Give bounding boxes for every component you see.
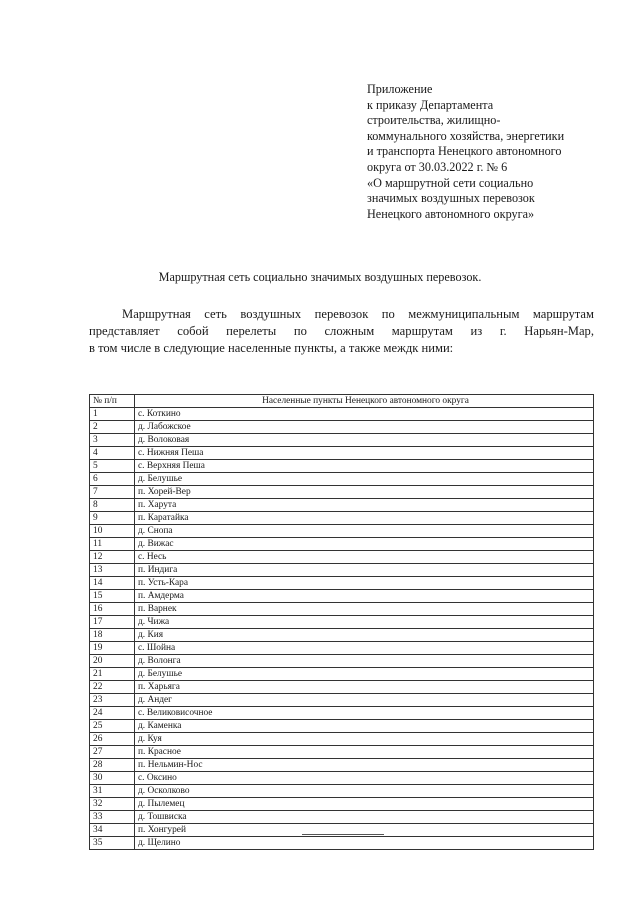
table-row [90,499,594,512]
table-row [90,785,594,798]
appendix-line: округа от 30.03.2022 г. № 6 [367,159,508,174]
table-row [90,694,594,707]
row-number: 21 [90,668,135,681]
appendix-line: Ненецкого автономного округа» [367,206,535,221]
row-number: 2 [90,421,135,434]
table-row [90,538,594,551]
table-row [90,512,594,525]
table-row [90,759,594,772]
header-number: № п/п [90,395,135,408]
footer-divider [302,834,384,835]
row-place: д. Куя [135,733,594,746]
row-place: д. Снопа [135,525,594,538]
table-row [90,421,594,434]
row-place: д. Тошвиска [135,811,594,824]
places-table [89,394,594,850]
table-row [90,551,594,564]
table-row [90,746,594,759]
row-place: с. Оксино [135,772,594,785]
row-number: 6 [90,473,135,486]
table-row [90,811,594,824]
row-number: 7 [90,486,135,499]
row-place: п. Каратайка [135,512,594,525]
intro-line-3: в том числе в следующие населенные пункты, а также междк ними: [89,341,454,355]
row-number: 9 [90,512,135,525]
table-row [90,642,594,655]
row-place: п. Амдерма [135,590,594,603]
row-number: 35 [90,837,135,850]
row-place: п. Варнек [135,603,594,616]
row-place: с. Верхняя Пеша [135,460,594,473]
row-number: 12 [90,551,135,564]
table-row [90,655,594,668]
row-number: 1 [90,408,135,421]
table-row [90,837,594,850]
row-number: 24 [90,707,135,720]
appendix-line: и транспорта Ненецкого автономного [367,144,562,159]
row-place: д. Белушье [135,473,594,486]
table-row [90,447,594,460]
row-place: д. Пылемец [135,798,594,811]
row-number: 15 [90,590,135,603]
row-place: д. Щелино [135,837,594,850]
row-place: д. Чижа [135,616,594,629]
intro-paragraph [89,306,594,357]
table-row [90,577,594,590]
row-number: 8 [90,499,135,512]
table-header-row [90,395,594,408]
table-row [90,798,594,811]
table-row [90,629,594,642]
row-number: 5 [90,460,135,473]
row-number: 28 [90,759,135,772]
row-number: 22 [90,681,135,694]
table-row [90,473,594,486]
row-number: 20 [90,655,135,668]
appendix-line: значимых воздушных перевозок [367,191,535,206]
table-row [90,668,594,681]
table-row [90,603,594,616]
table-row [90,434,594,447]
row-number: 27 [90,746,135,759]
row-place: с. Шойна [135,642,594,655]
row-place: п. Красное [135,746,594,759]
row-number: 10 [90,525,135,538]
row-number: 33 [90,811,135,824]
row-number: 13 [90,564,135,577]
row-number: 19 [90,642,135,655]
document-title: Маршрутная сеть социально значимых воздушных перевозок. [158,270,482,284]
row-number: 25 [90,720,135,733]
row-place: д. Осколково [135,785,594,798]
table-row [90,525,594,538]
appendix-line: к приказу Департамента [367,97,494,112]
row-number: 14 [90,577,135,590]
table-row [90,564,594,577]
appendix-line: Приложение [367,82,433,96]
table-row [90,772,594,785]
row-number: 17 [90,616,135,629]
row-number: 26 [90,733,135,746]
row-place: п. Харьяга [135,681,594,694]
table-row [90,733,594,746]
row-place: п. Хорей-Вер [135,486,594,499]
row-place: п. Харута [135,499,594,512]
row-place: д. Андег [135,694,594,707]
row-number: 18 [90,629,135,642]
appendix-line: «О маршрутной сети социально [367,175,534,190]
row-number: 16 [90,603,135,616]
table-row [90,720,594,733]
row-place: д. Белушье [135,668,594,681]
table-row [90,707,594,720]
row-place: д. Лабожское [135,421,594,434]
row-number: 34 [90,824,135,837]
row-place: д. Вижас [135,538,594,551]
row-number: 32 [90,798,135,811]
table-row [90,460,594,473]
row-place: с. Великовисочное [135,707,594,720]
table-row [90,408,594,421]
header-places: Населенные пункты Ненецкого автономного округа [135,395,594,408]
row-place: п. Индига [135,564,594,577]
row-place: д. Кия [135,629,594,642]
row-number: 11 [90,538,135,551]
row-place: п. Усть-Кара [135,577,594,590]
intro-line-1: Маршрутная сеть воздушных перевозок по межмуниципальным маршрутам [122,307,594,321]
row-place: п. Хонгурей [135,824,594,837]
row-number: 23 [90,694,135,707]
appendix-block [367,82,607,222]
row-number: 4 [90,447,135,460]
table-row [90,681,594,694]
appendix-line: коммунального хозяйства, энергетики [367,128,565,143]
row-place: д. Волонга [135,655,594,668]
appendix-line: строительства, жилищно- [367,113,501,128]
table-row [90,486,594,499]
table-body [90,408,594,850]
row-number: 30 [90,772,135,785]
row-place: д. Каменка [135,720,594,733]
intro-line-2: представляет собой перелеты по сложным маршрутам из г. Нарьян-Мар, [89,324,594,338]
row-number: 3 [90,434,135,447]
row-number: 31 [90,785,135,798]
row-place: п. Нельмин-Нос [135,759,594,772]
row-place: с. Коткино [135,408,594,421]
table-row [90,616,594,629]
row-place: с. Нижняя Пеша [135,447,594,460]
row-place: д. Волоковая [135,434,594,447]
row-place: с. Несь [135,551,594,564]
table-row [90,590,594,603]
